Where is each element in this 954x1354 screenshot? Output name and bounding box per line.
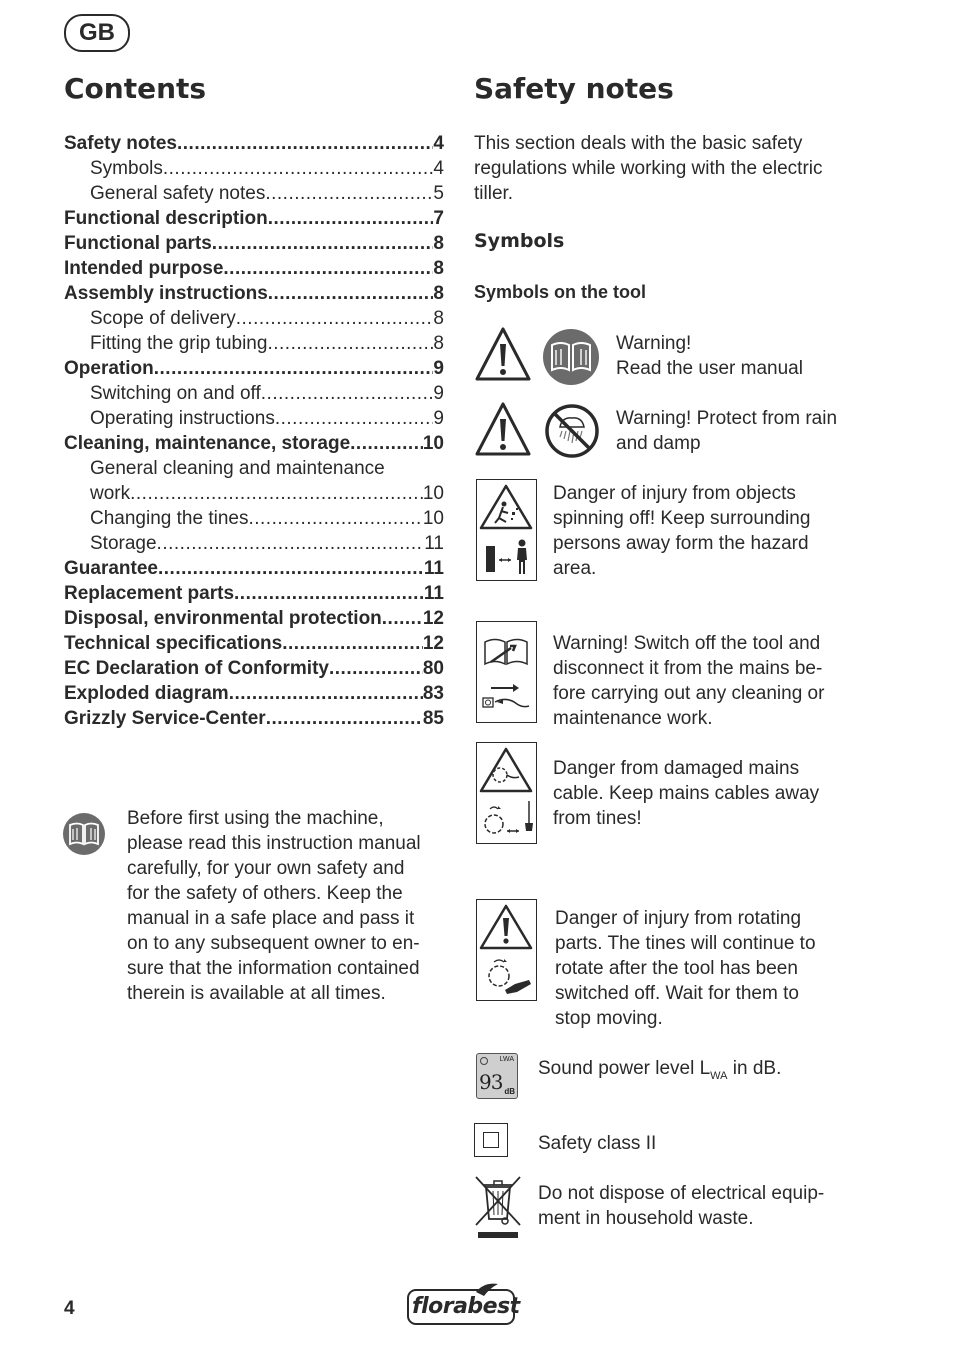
language-badge: GB [64, 14, 130, 52]
toc-entry[interactable]: Functional description ..... 7 [64, 206, 444, 231]
rotating-parts-icon [476, 899, 537, 1001]
toc-entry[interactable]: Operating instructions ..... 9 [64, 406, 444, 431]
toc-entry[interactable]: Switching on and off ..... 9 [64, 381, 444, 406]
toc-entry[interactable]: Symbols ..... 4 [64, 156, 444, 181]
no-rain-icon [544, 403, 600, 459]
sound-power-description: Sound power level $L_{WA}$ in dB. [538, 1058, 782, 1082]
toc-entry[interactable]: General safety notes ..... 5 [64, 181, 444, 206]
sound-power-icon: LWA 93 dB [476, 1053, 518, 1099]
toc-entry[interactable]: Functional parts ..... 8 [64, 231, 444, 256]
toc-entry[interactable]: Scope of delivery ..... 8 [64, 306, 444, 331]
symbols-subheading: Symbols on the tool [474, 282, 647, 302]
toc-entry[interactable]: Replacement parts ..... 11 [64, 581, 444, 606]
toc-entry[interactable]: Operation ..... 9 [64, 356, 444, 381]
toc-entry[interactable]: Safety notes ..... 4 [64, 131, 444, 156]
toc-entry[interactable]: Exploded diagram ..... 83 [64, 681, 444, 706]
crossed-bin-icon [472, 1175, 524, 1241]
safety-notes-title: Safety notes [474, 72, 674, 105]
read-manual-icon [62, 812, 106, 856]
toc-entry[interactable]: Changing the tines ..... 10 [64, 506, 444, 531]
safety-intro: This section deals with the basic safety regulations while working with the electric tiller. [474, 133, 823, 204]
symbol-description: Danger from damaged mains cable. Keep mains cables away from tines! [553, 758, 820, 829]
safety-class-ii-icon [474, 1123, 508, 1157]
toc-entry[interactable]: Guarantee ..... 11 [64, 556, 444, 581]
symbol-description: Danger of injury from rotating parts. The tines will continue to rotate after the tool has been switched off. Wait for them to stop moving. [555, 908, 816, 1029]
toc-entry[interactable]: work ..... 10 [64, 481, 444, 506]
symbol-description: Warning! Switch off the tool and disconnect it from the mains be- fore carrying out any cleaning or maintenance work. [553, 633, 825, 729]
unplug-before-maintenance-icon [476, 621, 537, 723]
symbol-description: Do not dispose of electrical equip- ment in household waste. [538, 1183, 825, 1229]
toc-entry[interactable]: Grizzly Service-Center ..... 85 [64, 706, 444, 731]
toc-entry[interactable]: Fitting the grip tubing ..... 8 [64, 331, 444, 356]
symbol-description: Safety class II [538, 1133, 657, 1154]
toc-entry[interactable]: Intended purpose ..... 8 [64, 256, 444, 281]
contents-title: Contents [64, 72, 207, 105]
damaged-cable-icon [476, 742, 537, 844]
symbol-description: Warning! Protect from rain and damp [616, 408, 838, 454]
thrown-objects-icon [476, 479, 537, 581]
toc-entry[interactable]: EC Declaration of Conformity ..... 80 [64, 656, 444, 681]
symbols-heading: Symbols [474, 230, 565, 252]
page-number: 4 [64, 1298, 75, 1319]
warning-triangle-icon [474, 401, 532, 457]
florabest-logo: florabest [406, 1282, 516, 1328]
table-of-contents [64, 131, 444, 731]
warning-triangle-icon [474, 326, 532, 382]
toc-entry[interactable]: Assembly instructions ..... 8 [64, 281, 444, 306]
toc-entry[interactable]: Storage ..... 11 [64, 531, 444, 556]
symbol-description: Warning! Read the user manual [616, 333, 803, 379]
before-use-note: Before first using the machine, please read this instruction manual carefully, for your own safety and for the safety of others. Keep the manual in a safe place and pass it on to any subsequent owner to en- sure that the information contained therein is available at all times. [127, 808, 421, 1004]
toc-entry[interactable]: General cleaning and maintenance [90, 458, 385, 479]
toc-entry[interactable]: Cleaning, maintenance, storage ..... 10 [64, 431, 444, 456]
read-manual-icon [542, 328, 600, 386]
toc-entry[interactable]: Technical specifications ..... 12 [64, 631, 444, 656]
toc-entry[interactable]: Disposal, environmental protection ..... 12 [64, 606, 444, 631]
symbol-description: Danger of injury from objects spinning off! Keep surrounding persons away form the hazard area. [553, 483, 811, 579]
